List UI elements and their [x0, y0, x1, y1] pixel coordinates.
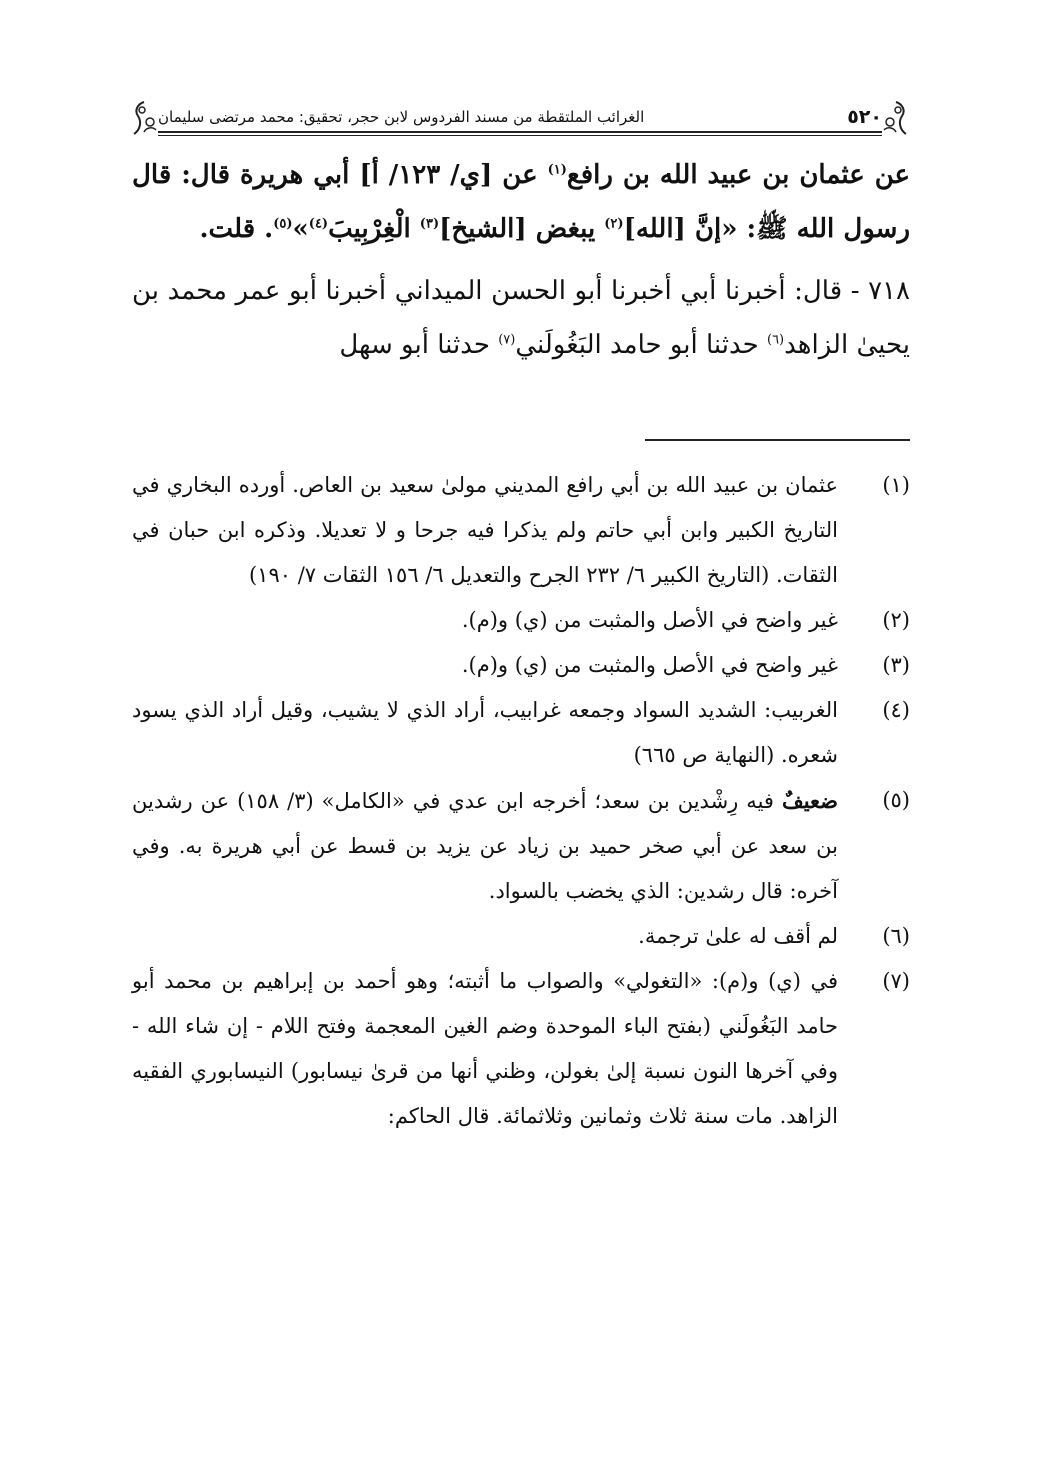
footnote-grade: ضعيفٌ	[781, 788, 838, 813]
footnote-2	[132, 598, 910, 643]
hadith-line-1b: عن [ي/ ١٢٣/ أ] أبي هريرة قال: قال	[132, 160, 538, 190]
footnote-ref-5[interactable]: (٥)	[273, 216, 293, 232]
hadith-718-part-c: حدثنا أبو سهل	[339, 330, 490, 360]
footnote-number: (٧)	[882, 969, 910, 993]
page-header	[130, 100, 910, 138]
footnote-number: (٤)	[882, 698, 910, 722]
footnote-separator	[645, 439, 910, 441]
page-number: ٥٢٠	[847, 106, 882, 128]
footnote-number: (٥)	[882, 788, 910, 812]
main-text	[132, 148, 910, 372]
footnote-5	[132, 778, 910, 914]
hadith-line-2b: يبغض [الشيخ]	[439, 214, 596, 244]
footnote-ref-1[interactable]: (١)	[547, 162, 567, 178]
footnote-ref-4[interactable]: (٤)	[308, 216, 329, 232]
footnote-ref-2[interactable]: (٢)	[604, 216, 624, 232]
footnote-4	[132, 688, 910, 778]
header-rule-thin	[158, 135, 882, 136]
footnote-text: لم أقف له علىٰ ترجمة.	[638, 924, 838, 948]
footnote-ref-6[interactable]: (٦)	[766, 332, 785, 348]
footnote-number: (٦)	[882, 924, 910, 948]
floral-ornament-icon	[880, 100, 910, 136]
footnote-number: (١)	[882, 473, 910, 497]
floral-ornament-icon	[130, 100, 160, 136]
footnote-number: (٣)	[882, 653, 910, 677]
hadith-line-1: عن عثمان بن عبيد الله بن رافع	[566, 160, 911, 190]
footnote-text: الغربيب: الشديد السواد وجمعه غرابيب، أراد الذي لا يشيب، وقيل أراد الذي يسود شعره. (النهاية ص ٦٦٥)	[132, 698, 838, 767]
footnote-ref-7[interactable]: (٧)	[498, 332, 516, 348]
hadith-line-2c: الْغِرْبِيبَ	[328, 214, 411, 244]
hadith-718-part-a: ٧١٨ - قال: أخبرنا أبي أخبرنا أبو الحسن الميداني أخبرنا أبو عمر محمد بن يحيىٰ الزاهد	[132, 276, 910, 360]
footnote-1	[132, 463, 910, 598]
footnote-text: غير واضح في الأصل والمثبت من (ي) و(م).	[461, 653, 838, 677]
footnote-text: غير واضح في الأصل والمثبت من (ي) و(م).	[461, 608, 838, 632]
hadith-line-2d: »	[292, 214, 309, 244]
running-title: الغرائب الملتقطة من مسند الفردوس لابن حجر، تحقيق: محمد مرتضى سليمان	[158, 108, 645, 126]
footnote-text: عثمان بن عبيد الله بن أبي رافع المديني مولىٰ سعيد بن العاص. أورده البخاري في التاريخ الكبير وابن أبي حاتم ولم يذكرا فيه جرحا و لا تعديلا. وذكره ابن حبان في الثقات. (التاريخ الكبير ٦/ ٢٣٢ الجرح والتعديل ٦/ ١٥٦ الثقات ٧/ ١٩٠)	[132, 473, 838, 587]
footnote-number: (٢)	[882, 608, 910, 632]
footnote-ref-3[interactable]: (٣)	[419, 216, 440, 232]
header-rule	[158, 131, 882, 133]
footnote-body: فيه رِشْدين بن سعد؛ أخرجه ابن عدي في «الكامل» (٣/ ١٥٨) عن رشدين بن سعد عن أبي صخر حميد بن زياد عن يزيد بن قسط عن أبي هريرة به. وفي آخره: قال رشدين: الذي يخضب بالسواد.	[132, 789, 838, 903]
hadith-text	[132, 148, 910, 256]
footnote-text	[132, 778, 838, 914]
footnotes	[132, 463, 910, 1139]
hadith-718-part-b: حدثنا أبو حامد البَغُولَني	[515, 330, 759, 360]
hadith-718	[132, 264, 910, 372]
footnote-6	[132, 914, 910, 959]
footnote-text: في (ي) و(م): «التغولي» والصواب ما أثبته؛ وهو أحمد بن إبراهيم بن محمد أبو حامد البَغُولَني (بفتح الباء الموحدة وضم الغين المعجمة وفتح اللام - إن شاء الله - وفي آخرها النون نسبة إلىٰ بغولن، وظني أنها من قرىٰ نيسابور) النيسابوري الفقيه الزاهد. مات سنة ثلاث وثمانين وثلاثمائة. قال الحاكم:	[132, 969, 838, 1128]
footnote-7	[132, 959, 910, 1139]
hadith-line-2e: . قلت.	[199, 214, 274, 244]
footnote-3	[132, 643, 910, 688]
hadith-line-2a: رسول الله ﷺ: «إنَّ [الله]	[623, 214, 910, 244]
